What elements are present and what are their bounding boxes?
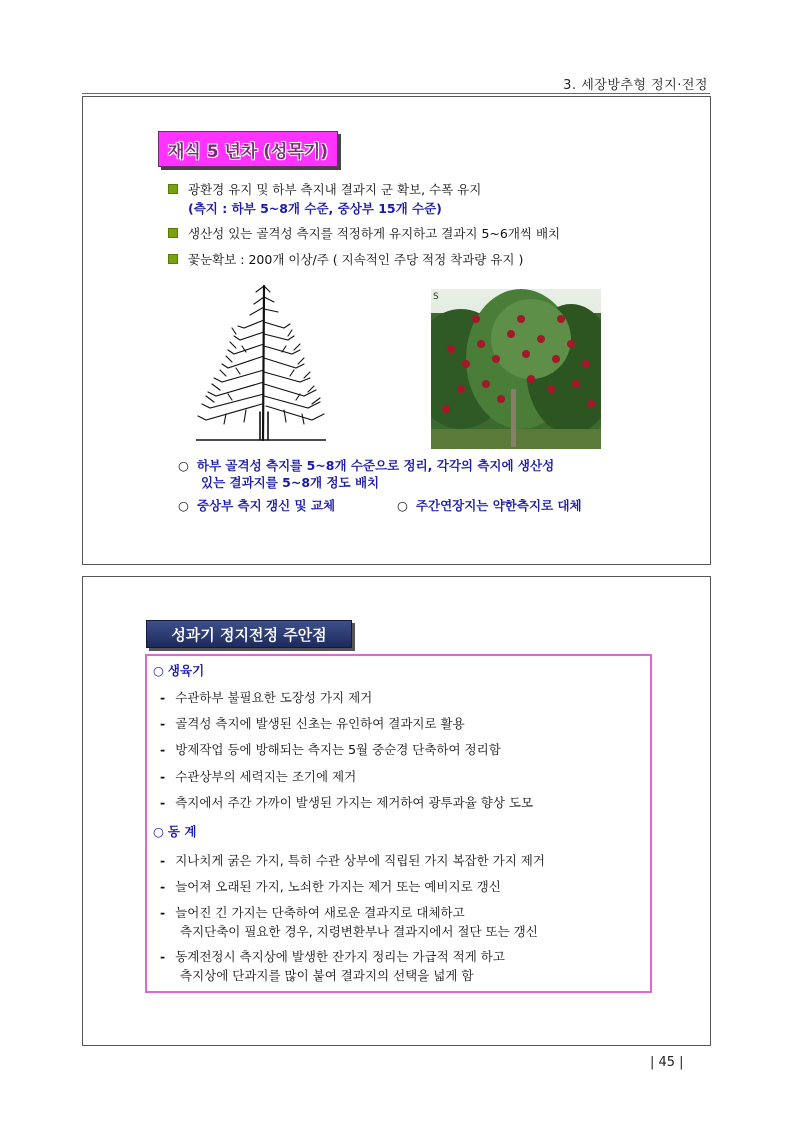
bullet-text: 꽃눈확보 : 200개 이상/주 ( 지속적인 주당 적정 착과량 유지 ) <box>188 252 524 267</box>
tree-sketch-illustration <box>196 282 326 444</box>
bullet-subtext: (측지 : 하부 5~8개 수준, 중상부 15개 수준) <box>188 201 442 216</box>
list-item-continued: 측지상에 단과지를 많이 붙여 결과지의 선택을 넓게 함 <box>180 968 474 983</box>
circle-bullet-icon: ○ <box>153 663 164 678</box>
chapter-header: 3. 세장방추형 정지·전정 <box>563 78 708 93</box>
circle-bullet-icon: ○ <box>178 498 189 513</box>
section1-title-box <box>158 131 338 167</box>
list-item: - 늘어져 오래된 가지, 노쇠한 가지는 제거 또는 예비지로 갱신 <box>160 879 501 894</box>
note-line: ○ 주간연장지는 약한측지로 대체 <box>397 498 582 513</box>
circle-bullet-icon: ○ <box>178 458 189 473</box>
page-number: | 45 | <box>650 1055 684 1070</box>
square-bullet-icon <box>168 228 178 238</box>
list-item: - 수관하부 불필요한 도장성 가지 제거 <box>160 690 373 705</box>
square-bullet-icon <box>168 254 178 264</box>
list-item: - 측지에서 주간 가까이 발생된 가지는 제거하여 광투과율 향상 도모 <box>160 795 534 810</box>
list-item: - 방제작업 등에 방해되는 측지는 5월 중순경 단축하여 정리함 <box>160 742 501 757</box>
growing-season-heading: ○ 생육기 <box>153 663 205 678</box>
square-bullet-icon <box>168 184 178 194</box>
list-item-continued: 측지단축이 필요한 경우, 지령변환부나 결과지에서 절단 또는 갱신 <box>180 924 538 939</box>
photo-mark: S <box>433 292 439 302</box>
bullet-item <box>168 224 560 242</box>
bullet-item <box>168 250 523 268</box>
orchard-photo <box>431 289 601 449</box>
circle-bullet-icon: ○ <box>397 498 408 513</box>
list-item: - 골격성 측지에 발생된 신초는 유인하여 결과지로 활용 <box>160 716 465 731</box>
circle-bullet-icon: ○ <box>153 824 164 839</box>
bullet-text: 광환경 유지 및 하부 측지내 결과지 군 확보, 수폭 유지 <box>188 182 482 197</box>
list-item: - 늘어진 긴 가지는 단축하여 새로운 결과지로 대체하고 <box>160 905 465 920</box>
section1-title: 재식 5 년차 (성목기) <box>167 141 329 162</box>
bullet-item <box>168 180 481 198</box>
note-line: ○ 중상부 측지 갱신 및 교체 <box>178 498 336 513</box>
note-line: ○ 하부 골격성 측지를 5~8개 수준으로 정리, 각각의 측지에 생산성 <box>178 458 555 473</box>
section2-title: 성과기 정지전정 주안점 <box>146 620 352 648</box>
list-item: - 수관상부의 세력지는 조기에 제거 <box>160 769 357 784</box>
header-rule <box>82 93 710 94</box>
list-item: - 동계전정시 측지상에 발생한 잔가지 정리는 가급적 적게 하고 <box>160 949 505 964</box>
note-line-continued: 있는 결과지를 5~8개 정도 배치 <box>201 475 380 490</box>
bullet-text: 생산성 있는 골격성 측지를 적정하게 유지하고 결과지 5~6개씩 배치 <box>188 226 561 241</box>
winter-heading: ○ 동 계 <box>153 824 197 839</box>
list-item: - 지나치게 굵은 가지, 특히 수관 상부에 직립된 가지 복잡한 가지 제거 <box>160 853 545 868</box>
